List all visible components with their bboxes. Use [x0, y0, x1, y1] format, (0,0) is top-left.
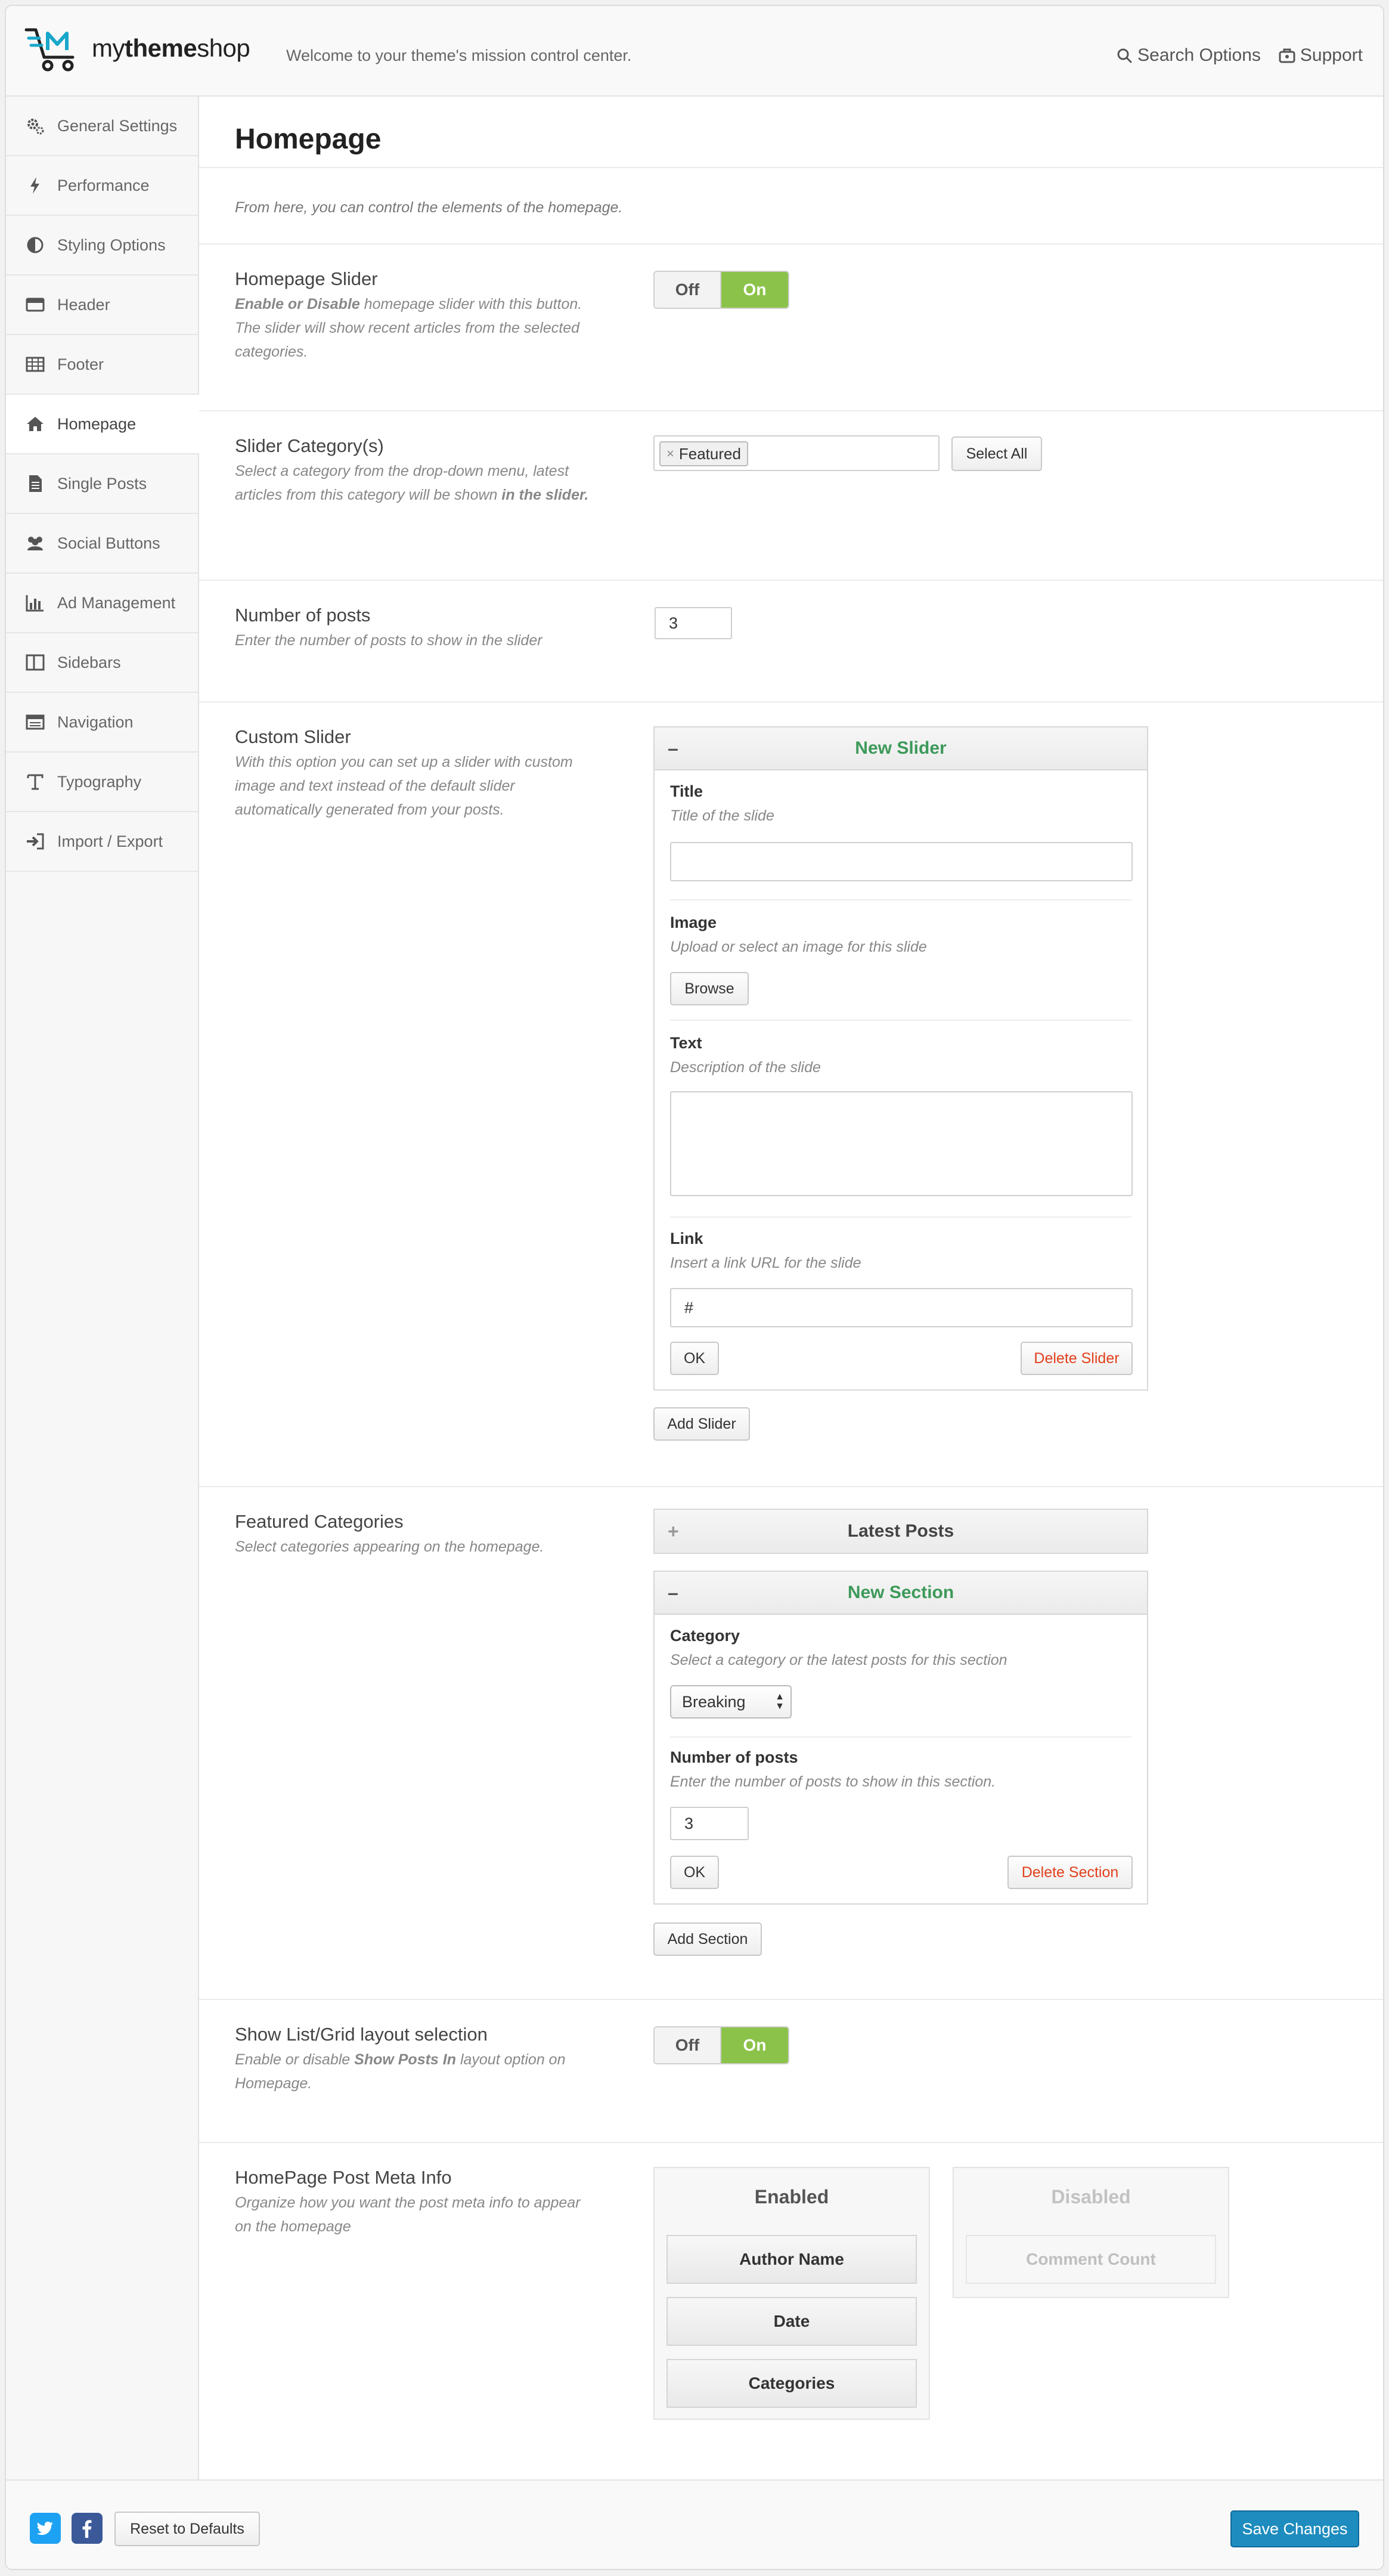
list-grid-row — [199, 2000, 1384, 2143]
toggle-on-button[interactable]: On — [721, 2027, 788, 2063]
category-tag-label: Featured — [678, 444, 741, 463]
support-link[interactable] — [1279, 45, 1363, 66]
section-category-desc: Select a category or the latest posts for this section — [670, 1652, 1007, 1668]
sidebar-item-label: Footer — [57, 355, 104, 373]
list-grid-desc: Enable or disable Show Posts In layout option on Homepage. — [235, 2051, 566, 2092]
sidebar-item-single-posts[interactable] — [6, 454, 198, 514]
sidebar-item-label: Homepage — [57, 414, 137, 433]
users-icon — [25, 533, 45, 553]
sidebar-item-header[interactable] — [6, 275, 198, 335]
slide-image-label: Image — [670, 914, 717, 931]
sidebar-item-general-settings[interactable] — [6, 97, 198, 156]
sidebar-item-social-buttons[interactable] — [6, 514, 198, 574]
new-section-panel-header[interactable] — [655, 1572, 1147, 1615]
sidebar-item-typography[interactable] — [6, 753, 198, 812]
divider — [670, 899, 1131, 900]
table-icon — [25, 354, 45, 374]
custom-slider-label: Custom Slider — [235, 726, 351, 747]
new-section-panel — [653, 1571, 1148, 1905]
section-category-label: Category — [670, 1627, 740, 1645]
sidebar-item-navigation[interactable] — [6, 693, 198, 753]
sidebar-item-label: Import / Export — [57, 832, 163, 850]
slide-title-input[interactable] — [670, 842, 1133, 881]
sidebar-item-sidebars[interactable] — [6, 633, 198, 693]
sidebar-item-label: General Settings — [57, 116, 178, 135]
homepage-slider-desc: Enable or Disable homepage slider with this button. The slider will show recent articles from the selected categories. — [235, 296, 582, 360]
sidebar-item-label: Typography — [57, 772, 142, 791]
featured-categories-desc: Select categories appearing on the homepage. — [235, 1538, 544, 1555]
list-grid-toggle[interactable] — [653, 2026, 789, 2064]
footer-bar — [6, 2479, 1383, 2570]
save-changes-button[interactable]: Save Changes — [1230, 2510, 1359, 2547]
page-title: Homepage — [199, 97, 1384, 168]
select-arrows-icon: ▲ ▼ — [775, 1692, 785, 1711]
sidebar-item-performance[interactable] — [6, 156, 198, 216]
support-label: Support — [1300, 45, 1363, 65]
remove-tag-icon[interactable]: × — [666, 446, 674, 461]
meta-item-comment-count[interactable]: Comment Count — [966, 2235, 1216, 2284]
add-slider-button[interactable]: Add Slider — [653, 1407, 750, 1441]
main-content — [199, 97, 1384, 2483]
toggle-off-button[interactable]: Off — [655, 272, 721, 308]
delete-section-button[interactable]: Delete Section — [1007, 1856, 1133, 1889]
contrast-icon — [25, 235, 45, 255]
bar-chart-icon — [25, 593, 45, 613]
delete-slider-button[interactable]: Delete Slider — [1021, 1342, 1133, 1375]
sidebar-item-label: Performance — [57, 176, 150, 194]
post-meta-desc: Organize how you want the post meta info to appear on the homepage — [235, 2194, 581, 2235]
briefcase-icon — [1279, 47, 1295, 64]
slide-link-input[interactable]: # — [670, 1288, 1133, 1327]
section-posts-desc: Enter the number of posts to show in this section. — [670, 1773, 996, 1790]
columns-icon — [25, 652, 45, 673]
list-grid-label: Show List/Grid layout selection — [235, 2024, 488, 2045]
top-header — [6, 6, 1383, 97]
slide-title-label: Title — [670, 782, 703, 800]
slide-text-textarea[interactable] — [670, 1091, 1133, 1196]
divider — [670, 1736, 1131, 1738]
bolt-icon — [25, 175, 45, 196]
slide-text-desc: Description of the slide — [670, 1059, 821, 1076]
facebook-icon — [77, 2518, 97, 2538]
section-posts-input[interactable]: 3 — [670, 1807, 749, 1840]
featured-categories-label: Featured Categories — [235, 1511, 404, 1532]
number-of-posts-label: Number of posts — [235, 605, 371, 626]
sidebar-item-label: Social Buttons — [57, 534, 160, 552]
twitter-button[interactable] — [30, 2513, 61, 2544]
browse-button[interactable]: Browse — [670, 972, 749, 1005]
disabled-meta-list — [953, 2167, 1229, 2298]
meta-item-author-name[interactable]: Author Name — [666, 2235, 917, 2284]
tagline: Welcome to your theme's mission control center. — [286, 47, 632, 64]
cart-logo-icon — [24, 24, 88, 73]
sidebar-item-footer[interactable] — [6, 335, 198, 395]
slide-image-desc: Upload or select an image for this slide — [670, 939, 927, 955]
slider-category-multiselect[interactable] — [653, 435, 940, 471]
category-tag-featured[interactable] — [659, 441, 748, 466]
number-of-posts-row — [199, 581, 1384, 702]
meta-item-date[interactable]: Date — [666, 2297, 917, 2346]
slider-categories-row — [199, 411, 1384, 581]
sidebar-item-label: Header — [57, 295, 110, 314]
meta-item-categories[interactable]: Categories — [666, 2359, 917, 2408]
sign-in-icon — [25, 831, 45, 852]
new-slider-panel — [653, 726, 1148, 1391]
home-icon — [25, 414, 45, 434]
custom-slider-row — [199, 702, 1384, 1487]
text-icon — [25, 772, 45, 792]
window-icon — [25, 712, 45, 732]
facebook-button[interactable] — [72, 2513, 103, 2544]
add-section-button[interactable]: Add Section — [653, 1922, 762, 1956]
homepage-slider-label: Homepage Slider — [235, 268, 378, 289]
number-of-posts-desc: Enter the number of posts to show in the slider — [235, 632, 542, 649]
sidebar-item-homepage[interactable] — [6, 395, 199, 454]
custom-slider-desc: With this option you can set up a slider with custom image and text instead of the default slider automatically generated from your posts. — [235, 754, 573, 818]
document-icon — [25, 473, 45, 494]
gears-icon — [25, 116, 45, 136]
sidebar-item-label: Sidebars — [57, 653, 121, 671]
section-ok-button[interactable]: OK — [670, 1856, 719, 1889]
enabled-meta-list — [653, 2167, 930, 2420]
slide-link-desc: Insert a link URL for the slide — [670, 1255, 861, 1271]
featured-categories-row — [199, 1487, 1384, 2000]
post-meta-row — [199, 2143, 1384, 2483]
new-slider-panel-header[interactable] — [655, 727, 1147, 770]
enabled-list-title: Enabled — [754, 2186, 829, 2207]
latest-posts-panel[interactable] — [653, 1509, 1148, 1554]
section-category-select[interactable] — [670, 1685, 792, 1719]
sidebar-item-import-export[interactable] — [6, 812, 198, 872]
collapse-icon[interactable]: – — [668, 1581, 678, 1603]
sidebar-item-label: Single Posts — [57, 474, 147, 493]
new-slider-title: New Slider — [855, 738, 947, 758]
sidebar-item-label: Navigation — [57, 713, 134, 731]
slider-categories-desc: Select a category from the drop-down menu, latest articles from this category will be shown in the slider. — [235, 463, 589, 503]
slide-text-label: Text — [670, 1034, 702, 1052]
page-intro: From here, you can control the elements of the homepage. — [199, 168, 1384, 244]
section-posts-label: Number of posts — [670, 1748, 798, 1766]
sidebar-item-ad-management[interactable] — [6, 574, 198, 633]
sidebar — [6, 97, 199, 2482]
header-icon — [25, 295, 45, 315]
latest-posts-title: Latest Posts — [847, 1521, 954, 1541]
search-options-label: Search Options — [1137, 45, 1261, 65]
disabled-list-title: Disabled — [1051, 2186, 1131, 2207]
select-all-button[interactable]: Select All — [951, 436, 1042, 471]
slide-link-label: Link — [670, 1230, 703, 1247]
slider-ok-button[interactable]: OK — [670, 1342, 719, 1375]
sidebar-item-styling-options[interactable] — [6, 216, 198, 275]
homepage-slider-toggle[interactable] — [653, 271, 789, 309]
logo[interactable] — [24, 24, 250, 73]
slide-title-desc: Title of the slide — [670, 807, 774, 824]
divider — [670, 1216, 1131, 1218]
section-category-value: Breaking — [682, 1692, 746, 1711]
toggle-off-button[interactable]: Off — [655, 2027, 721, 2063]
post-meta-label: HomePage Post Meta Info — [235, 2167, 452, 2188]
slider-categories-label: Slider Category(s) — [235, 435, 384, 456]
new-section-title: New Section — [847, 1583, 954, 1602]
collapse-icon[interactable]: – — [668, 737, 678, 759]
logo-text: mythemeshop — [92, 34, 250, 62]
sidebar-item-label: Styling Options — [57, 236, 166, 254]
latest-posts-panel-header[interactable] — [655, 1510, 1147, 1553]
app-frame — [5, 5, 1384, 2570]
twitter-icon — [35, 2518, 55, 2538]
sidebar-item-label: Ad Management — [57, 593, 176, 612]
divider — [670, 1020, 1131, 1021]
search-icon — [1116, 47, 1133, 64]
number-of-posts-input[interactable]: 3 — [655, 607, 732, 639]
toggle-on-button[interactable]: On — [721, 272, 788, 308]
homepage-slider-row — [199, 244, 1384, 411]
search-options-link[interactable] — [1116, 45, 1261, 66]
expand-icon[interactable]: + — [668, 1520, 679, 1542]
reset-defaults-button[interactable]: Reset to Defaults — [114, 2512, 260, 2546]
